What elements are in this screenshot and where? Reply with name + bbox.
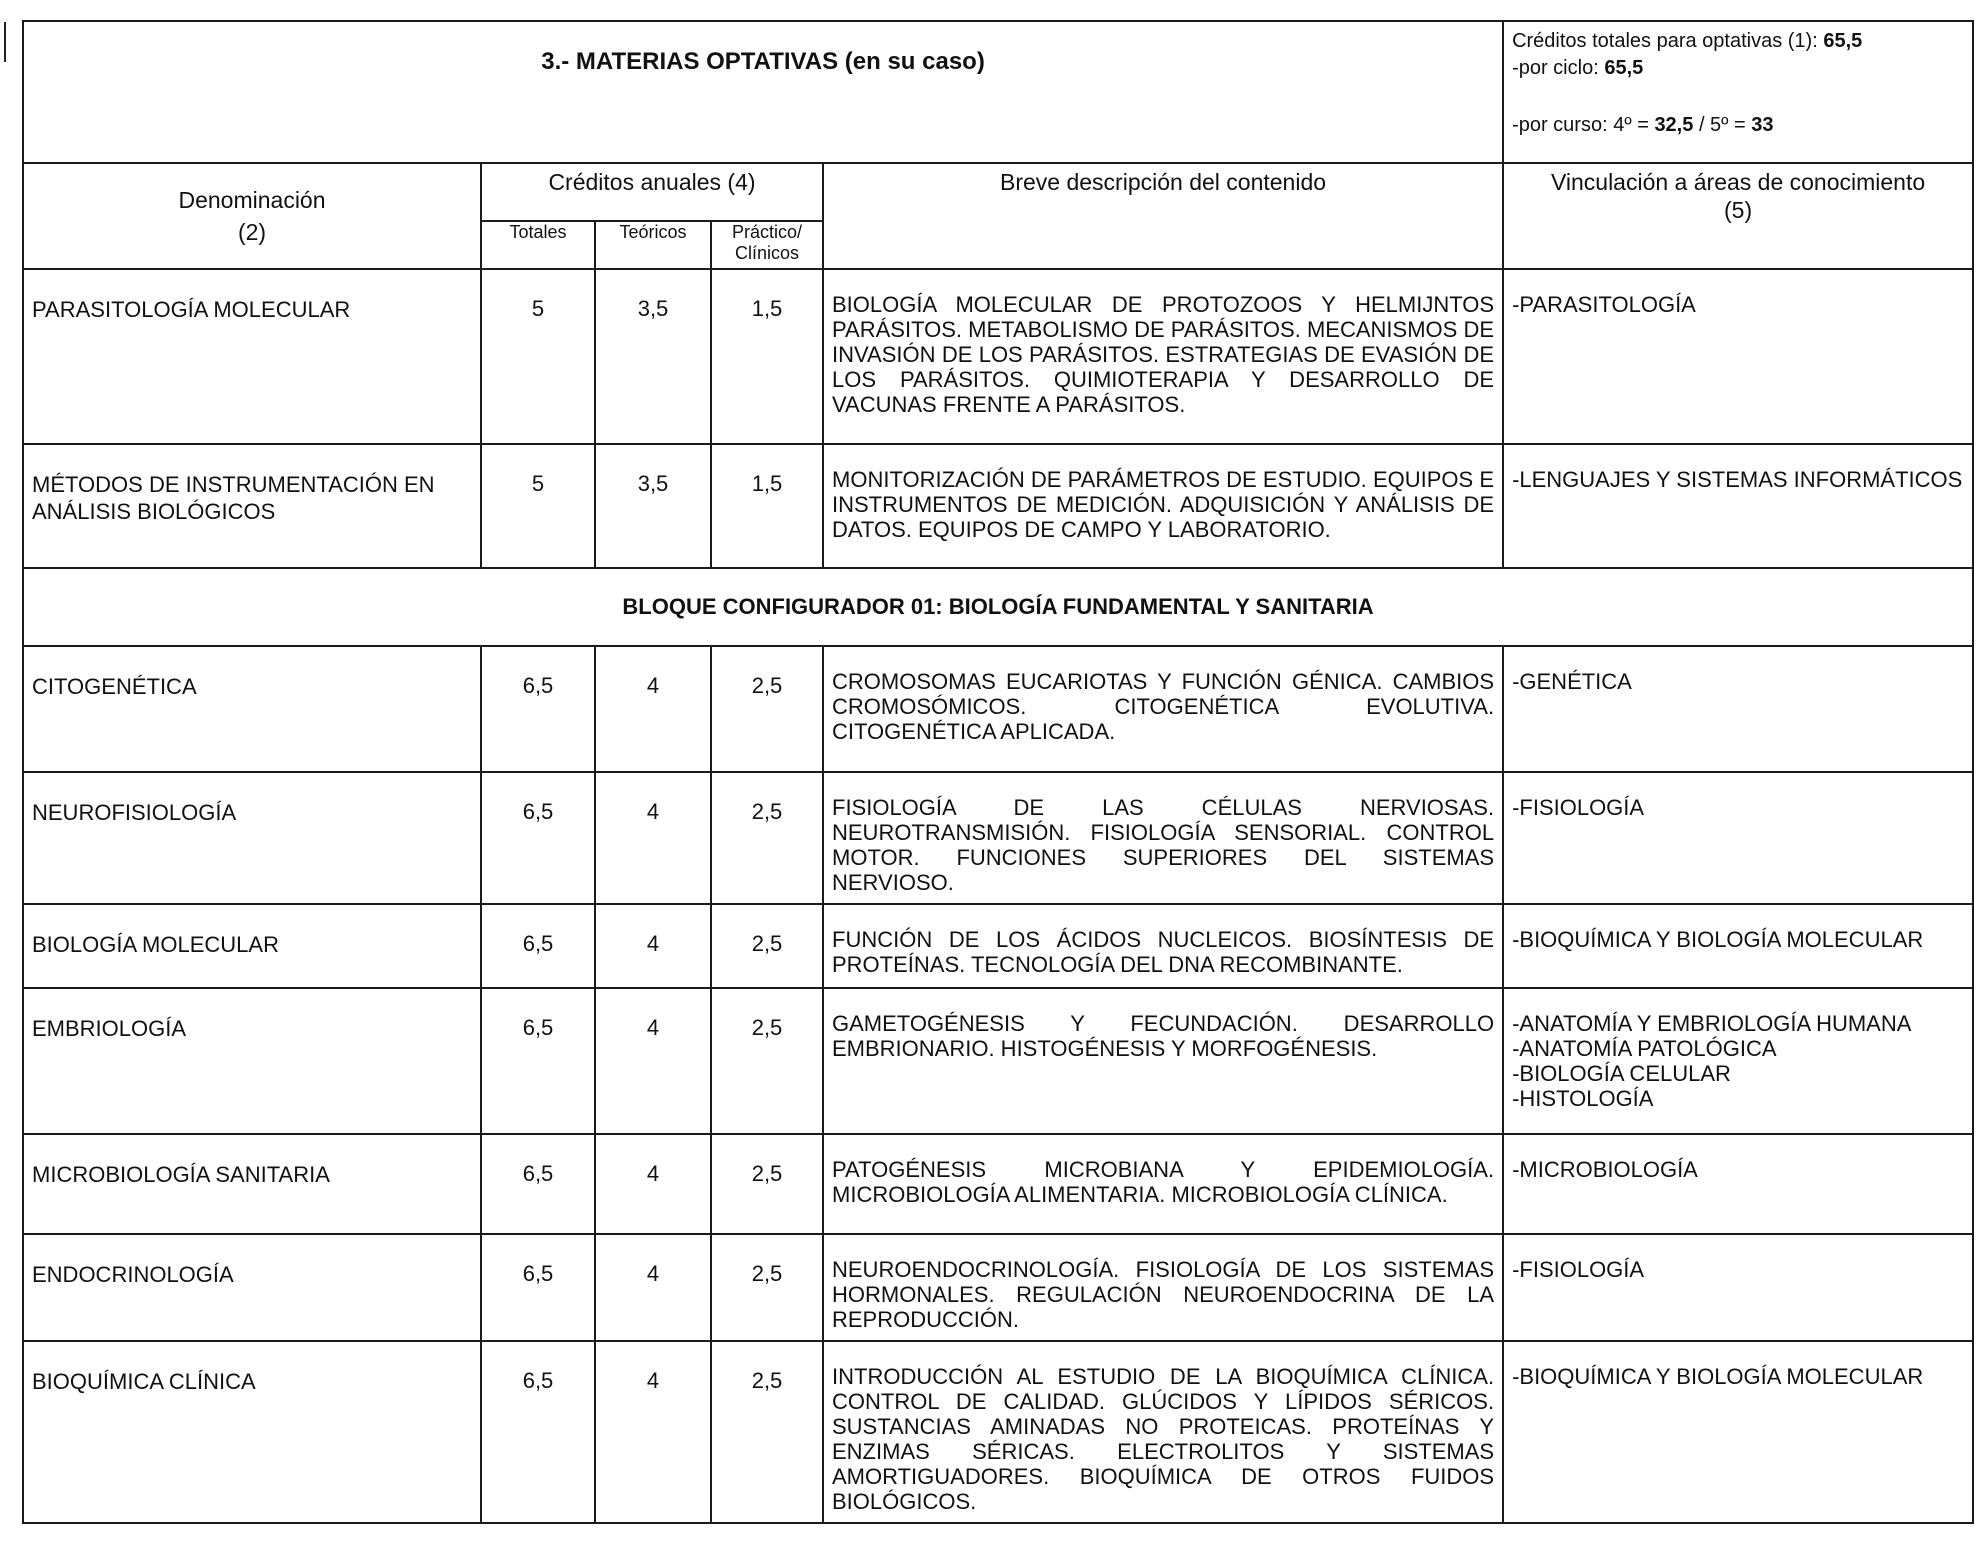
optional-subjects-table: [22, 20, 1974, 1524]
table-row: [23, 269, 1973, 444]
credits-teoricos: 4: [595, 988, 711, 1134]
credits-practicos: 2,5: [711, 1341, 823, 1523]
subject-description: FISIOLOGÍA DE LAS CÉLULAS NERVIOSAS. NEUROTRANSMISIÓN. FISIOLOGÍA SENSORIAL. CONTROL MOTOR. FUNCIONES SUPERIORES DEL SISTEMAS NERVIOSO.: [823, 772, 1503, 904]
subject-name: PARASITOLOGÍA MOLECULAR: [23, 269, 481, 444]
knowledge-areas: -GENÉTICA: [1503, 646, 1973, 772]
vinculacion-note: (5): [1724, 197, 1753, 223]
credits-practicos: 2,5: [711, 772, 823, 904]
per-cycle-label: -por ciclo:: [1512, 57, 1599, 79]
subject-name: ENDOCRINOLOGÍA: [23, 1234, 481, 1341]
column-header-row: [23, 163, 1973, 221]
col-header-denominacion: [23, 163, 481, 269]
col-header-teoricos: Teóricos: [595, 221, 711, 269]
table-row: [23, 1234, 1973, 1341]
credits-teoricos: 4: [595, 1234, 711, 1341]
table-row: [23, 646, 1973, 772]
per-course-sep: / 5º =: [1698, 114, 1746, 136]
knowledge-areas: -ANATOMÍA Y EMBRIOLOGÍA HUMANA -ANATOMÍA PATOLÓGICA -BIOLOGÍA CELULAR -HISTOLOGÍA: [1503, 988, 1973, 1134]
optional-subjects-sheet: [22, 20, 1972, 1524]
credits-practicos: 2,5: [711, 904, 823, 988]
credits-practicos: 2,5: [711, 1234, 823, 1341]
subject-description: NEUROENDOCRINOLOGÍA. FISIOLOGÍA DE LOS SISTEMAS HORMONALES. REGULACIÓN NEUROENDOCRINA DE LA REPRODUCCIÓN.: [823, 1234, 1503, 1341]
credits-totales: 6,5: [481, 1234, 595, 1341]
block-row: [23, 568, 1973, 646]
credits-total-line: [1512, 28, 1964, 55]
subject-name: MICROBIOLOGÍA SANITARIA: [23, 1134, 481, 1234]
credits-teoricos: 3,5: [595, 269, 711, 444]
subject-name: MÉTODOS DE INSTRUMENTACIÓN EN ANÁLISIS BIOLÓGICOS: [23, 444, 481, 568]
col-header-vinculacion: [1503, 163, 1973, 269]
table-row: [23, 1341, 1973, 1523]
subject-name: CITOGENÉTICA: [23, 646, 481, 772]
rows-before-block: [23, 269, 1973, 568]
per-cycle-value: 65,5: [1604, 57, 1644, 79]
title-cell: [23, 21, 1503, 163]
per-cycle-line: [1512, 55, 1964, 82]
subject-description: PATOGÉNESIS MICROBIANA Y EPIDEMIOLOGÍA. MICROBIOLOGÍA ALIMENTARIA. MICROBIOLOGÍA CLÍNICA.: [823, 1134, 1503, 1234]
credits-teoricos: 4: [595, 1341, 711, 1523]
col-header-practicos: Práctico/ Clínicos: [711, 221, 823, 269]
credits-totales: 6,5: [481, 988, 595, 1134]
table-row: [23, 444, 1973, 568]
knowledge-areas: -FISIOLOGÍA: [1503, 772, 1973, 904]
credits-total-value: 65,5: [1823, 30, 1863, 52]
knowledge-areas: -BIOQUÍMICA Y BIOLOGÍA MOLECULAR: [1503, 904, 1973, 988]
subject-description: FUNCIÓN DE LOS ÁCIDOS NUCLEICOS. BIOSÍNTESIS DE PROTEÍNAS. TECNOLOGÍA DEL DNA RECOMBINANTE.: [823, 904, 1503, 988]
credits-totales: 6,5: [481, 646, 595, 772]
per-course-4-value: 32,5: [1654, 114, 1694, 136]
table-row: [23, 772, 1973, 904]
knowledge-areas: -LENGUAJES Y SISTEMAS INFORMÁTICOS: [1503, 444, 1973, 568]
credits-totales: 6,5: [481, 904, 595, 988]
credits-teoricos: 3,5: [595, 444, 711, 568]
credits-teoricos: 4: [595, 904, 711, 988]
col-header-creditos: Créditos anuales (4): [481, 163, 823, 221]
table-row: [23, 988, 1973, 1134]
credits-practicos: 1,5: [711, 269, 823, 444]
subject-name: NEUROFISIOLOGÍA: [23, 772, 481, 904]
title-row: [23, 21, 1973, 163]
subject-description: MONITORIZACIÓN DE PARÁMETROS DE ESTUDIO. EQUIPOS E INSTRUMENTOS DE MEDICIÓN. ADQUISICIÓN Y ANÁLISIS DE DATOS. EQUIPOS DE CAMPO Y LABORATORIO.: [823, 444, 1503, 568]
credits-totales: 5: [481, 269, 595, 444]
per-course-5-value: 33: [1751, 114, 1774, 136]
page-edge-mark: [4, 22, 6, 62]
knowledge-areas: -MICROBIOLOGÍA: [1503, 1134, 1973, 1234]
knowledge-areas: -FISIOLOGÍA: [1503, 1234, 1973, 1341]
credits-summary: [1503, 21, 1973, 163]
credits-practicos: 1,5: [711, 444, 823, 568]
subject-name: BIOQUÍMICA CLÍNICA: [23, 1341, 481, 1523]
per-course-label: -por curso: 4º =: [1512, 114, 1649, 136]
credits-totales: 5: [481, 444, 595, 568]
credits-totales: 6,5: [481, 1341, 595, 1523]
per-course-line: [1512, 112, 1964, 139]
subject-description: GAMETOGÉNESIS Y FECUNDACIÓN. DESARROLLO EMBRIONARIO. HISTOGÉNESIS Y MORFOGÉNESIS.: [823, 988, 1503, 1134]
table-row: [23, 1134, 1973, 1234]
credits-practicos: 2,5: [711, 988, 823, 1134]
subject-name: BIOLOGÍA MOLECULAR: [23, 904, 481, 988]
credits-teoricos: 4: [595, 646, 711, 772]
col-header-totales: Totales: [481, 221, 595, 269]
credits-teoricos: 4: [595, 1134, 711, 1234]
knowledge-areas: -PARASITOLOGÍA: [1503, 269, 1973, 444]
subject-name: EMBRIOLOGÍA: [23, 988, 481, 1134]
block-title: BLOQUE CONFIGURADOR 01: BIOLOGÍA FUNDAMENTAL Y SANITARIA: [23, 568, 1973, 646]
page-title: 3.- MATERIAS OPTATIVAS (en su caso): [541, 48, 985, 75]
denominacion-label: Denominación: [178, 187, 326, 213]
denominacion-note: (2): [237, 219, 267, 245]
credits-teoricos: 4: [595, 772, 711, 904]
table-row: [23, 904, 1973, 988]
subject-description: INTRODUCCIÓN AL ESTUDIO DE LA BIOQUÍMICA CLÍNICA. CONTROL DE CALIDAD. GLÚCIDOS Y LÍPIDOS SÉRICOS. SUSTANCIAS AMINADAS NO PROTEICAS. PROTEÍNAS Y ENZIMAS SÉRICAS. ELECTROLITOS Y SISTEMAS AMORTIGUADORES. BIOQUÍMICA DE OTROS FUIDOS BIOLÓGICOS.: [823, 1341, 1503, 1523]
credits-totales: 6,5: [481, 1134, 595, 1234]
knowledge-areas: -BIOQUÍMICA Y BIOLOGÍA MOLECULAR: [1503, 1341, 1973, 1523]
credits-practicos: 2,5: [711, 1134, 823, 1234]
subject-description: CROMOSOMAS EUCARIOTAS Y FUNCIÓN GÉNICA. CAMBIOS CROMOSÓMICOS. CITOGENÉTICA EVOLUTIVA. CITOGENÉTICA APLICADA.: [823, 646, 1503, 772]
rows-block-01: [23, 646, 1973, 1523]
vinculacion-label: Vinculación a áreas de conocimiento: [1550, 169, 1926, 195]
col-header-descripcion: Breve descripción del contenido: [823, 163, 1503, 269]
credits-total-label: Créditos totales para optativas (1):: [1512, 30, 1818, 52]
subject-description: BIOLOGÍA MOLECULAR DE PROTOZOOS Y HELMIJNTOS PARÁSITOS. METABOLISMO DE PARÁSITOS. MECANISMOS DE INVASIÓN DE LOS PARÁSITOS. ESTRATEGIAS DE EVASIÓN DE LOS PARÁSITOS. QUIMIOTERAPIA Y DESARROLLO DE VACUNAS FRENTE A PARÁSITOS.: [823, 269, 1503, 444]
credits-totales: 6,5: [481, 772, 595, 904]
credits-practicos: 2,5: [711, 646, 823, 772]
